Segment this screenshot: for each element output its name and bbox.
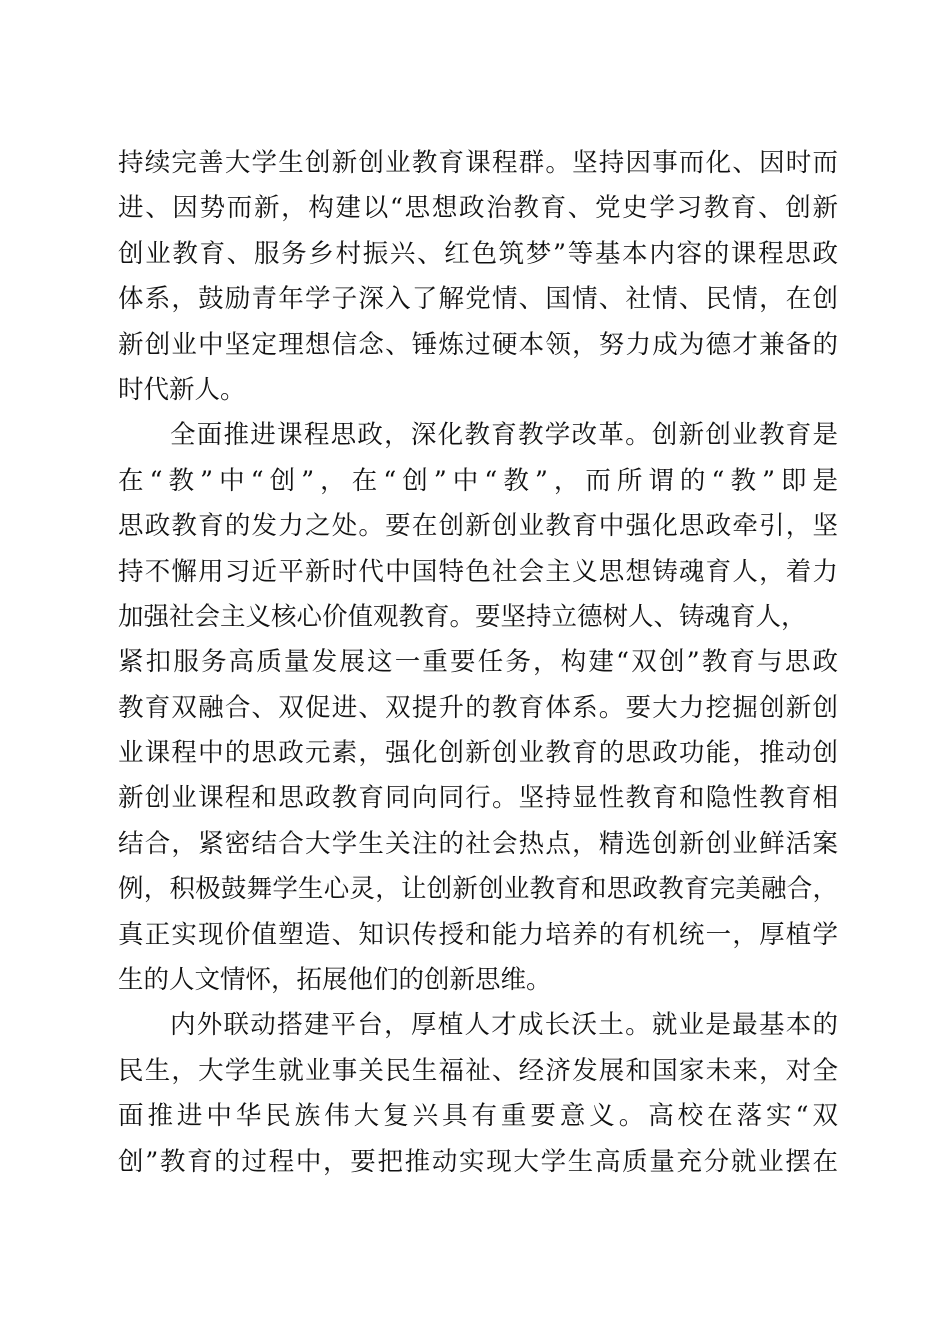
paragraph-2 [118, 413, 838, 1003]
paragraph-line: 创”教育的过程中，要把推动实现大学生高质量充分就业摆在 [118, 1146, 838, 1177]
paragraph-line: 加强社会主义核心价值观教育。要坚持立德树人、铸魂育人， [118, 601, 807, 632]
paragraph-1 [118, 141, 838, 413]
paragraph-line: 新创业中坚定理想信念、锤炼过硬本领，努力成为德才兼备的 [118, 329, 838, 360]
paragraph-line: 例，积极鼓舞学生心灵，让创新创业教育和思政教育完美融合， [118, 874, 838, 905]
paragraph-line: 教育双融合、双促进、双提升的教育体系。要大力挖掘创新创 [118, 692, 838, 723]
paragraph-line: 思政教育的发力之处。要在创新创业教育中强化思政牵引，坚 [118, 511, 838, 542]
paragraph-line: 面推进中华民族伟大复兴具有重要意义。高校在落实“双 [118, 1101, 838, 1132]
paragraph-line: 新创业课程和思政教育同向同行。坚持显性教育和隐性教育相 [118, 783, 838, 814]
paragraph-line: 时代新人。 [118, 374, 246, 405]
paragraph-line: 在“教”中“创”，在“创”中“教”，而所谓的“教”即是 [118, 465, 838, 496]
paragraph-line: 生的人文情怀，拓展他们的创新思维。 [118, 965, 552, 996]
paragraph-line: 内外联动搭建平台，厚植人才成长沃土。就业是最基本的 [170, 1010, 838, 1041]
paragraph-line: 体系，鼓励青年学子深入了解党情、国情、社情、民情，在创 [118, 284, 838, 315]
paragraph-line: 进、因势而新，构建以“思想政治教育、党史学习教育、创新 [118, 193, 838, 224]
paragraph-line: 结合，紧密结合大学生关注的社会热点，精选创新创业鲜活案 [118, 828, 838, 859]
paragraph-3 [118, 1003, 838, 1185]
paragraph-line: 持续完善大学生创新创业教育课程群。坚持因事而化、因时而 [118, 148, 838, 178]
paragraph-line: 创业教育、服务乡村振兴、红色筑梦”等基本内容的课程思政 [118, 238, 838, 269]
paragraph-line: 民生，大学生就业事关民生福祉、经济发展和国家未来，对全 [118, 1055, 838, 1086]
paragraph-line: 全面推进课程思政，深化教育教学改革。创新创业教育是 [170, 420, 838, 451]
document-body [118, 141, 838, 1185]
paragraph-line: 持不懈用习近平新时代中国特色社会主义思想铸魂育人，着力 [118, 556, 838, 587]
paragraph-line: 紧扣服务高质量发展这一重要任务，构建“双创”教育与思政 [118, 647, 838, 678]
paragraph-line: 真正实现价值塑造、知识传授和能力培养的有机统一，厚植学 [118, 919, 838, 950]
paragraph-line: 业课程中的思政元素，强化创新创业教育的思政功能，推动创 [118, 738, 838, 769]
